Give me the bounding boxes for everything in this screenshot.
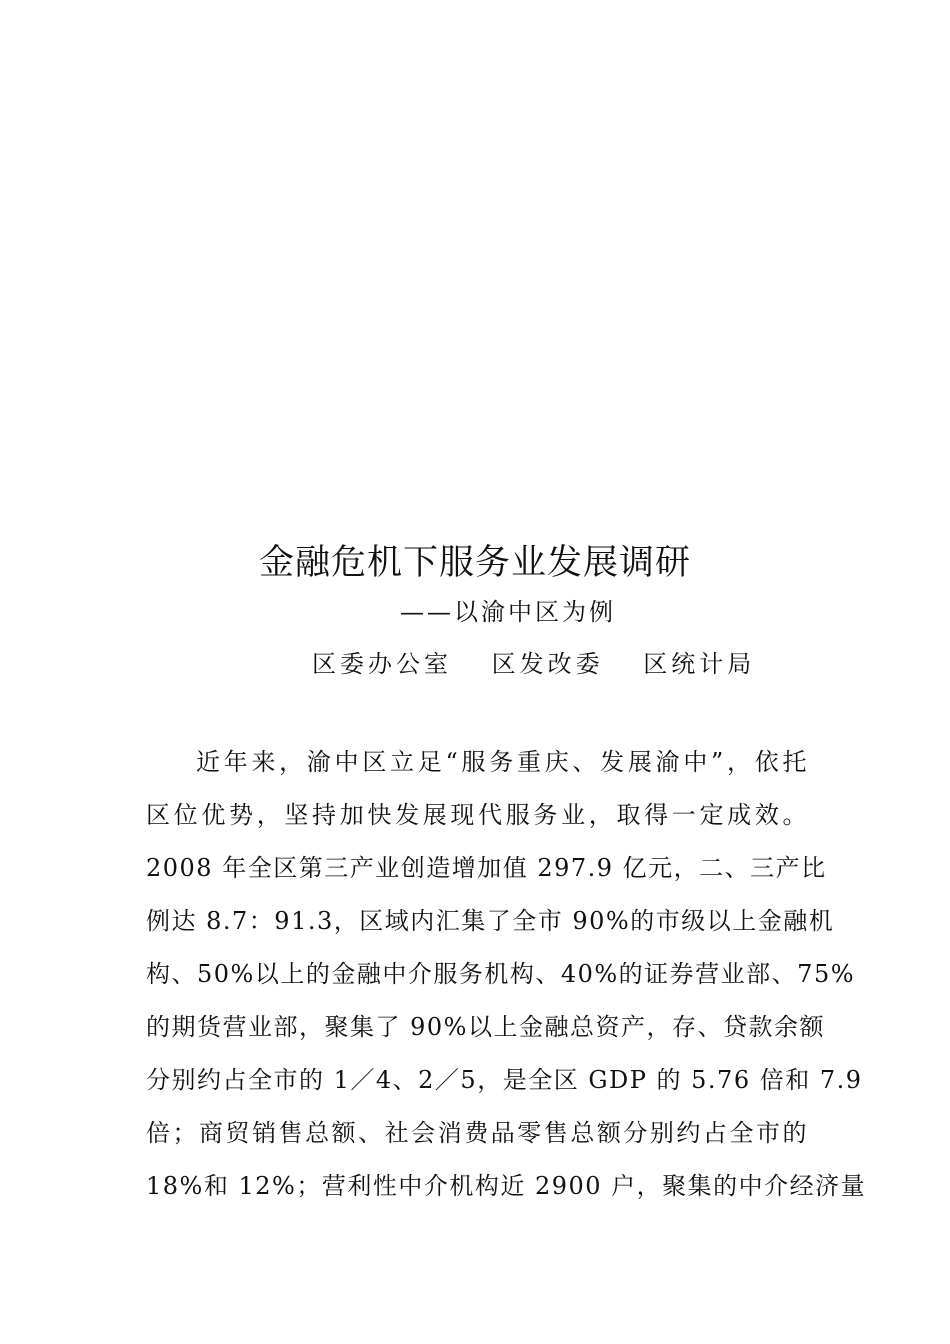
document-title: 金融危机下服务业发展调研 [258, 543, 691, 583]
paragraph-line: 区位优势，坚持加快发展现代服务业，取得一定成效。 [146, 801, 808, 829]
author-item: 区委办公室 [312, 650, 452, 678]
author-list [312, 646, 783, 682]
paragraph-line: 构、50%以上的金融中介服务机构、40%的证券营业部、75% [146, 960, 856, 988]
document-subtitle: ——以渝中区为例 [400, 598, 616, 626]
paragraph-line: 近年来，渝中区立足“服务重庆、发展渝中”，依托 [196, 748, 808, 776]
paragraph-line: 2008 年全区第三产业创造增加值 297.9 亿元，二、三产比 [146, 854, 827, 882]
paragraph-line: 倍；商贸销售总额、社会消费品零售总额分别约占全市的 [146, 1119, 808, 1147]
paragraph-line: 例达 8.7：91.3，区域内汇集了全市 90%的市级以上金融机 [146, 907, 835, 935]
paragraph-line: 18%和 12%；营利性中介机构近 2900 户，聚集的中介经济量 [146, 1172, 867, 1200]
paragraph-line: 的期货营业部，聚集了 90%以上金融总资产，存、贷款余额 [146, 1013, 825, 1041]
paragraph-line: 分别约占全市的 1／4、2／5，是全区 GDP 的 5.76 倍和 7.9 [146, 1066, 863, 1094]
body-paragraph [146, 741, 867, 1218]
author-item: 区发改委 [491, 650, 604, 678]
author-item: 区统计局 [643, 650, 756, 678]
